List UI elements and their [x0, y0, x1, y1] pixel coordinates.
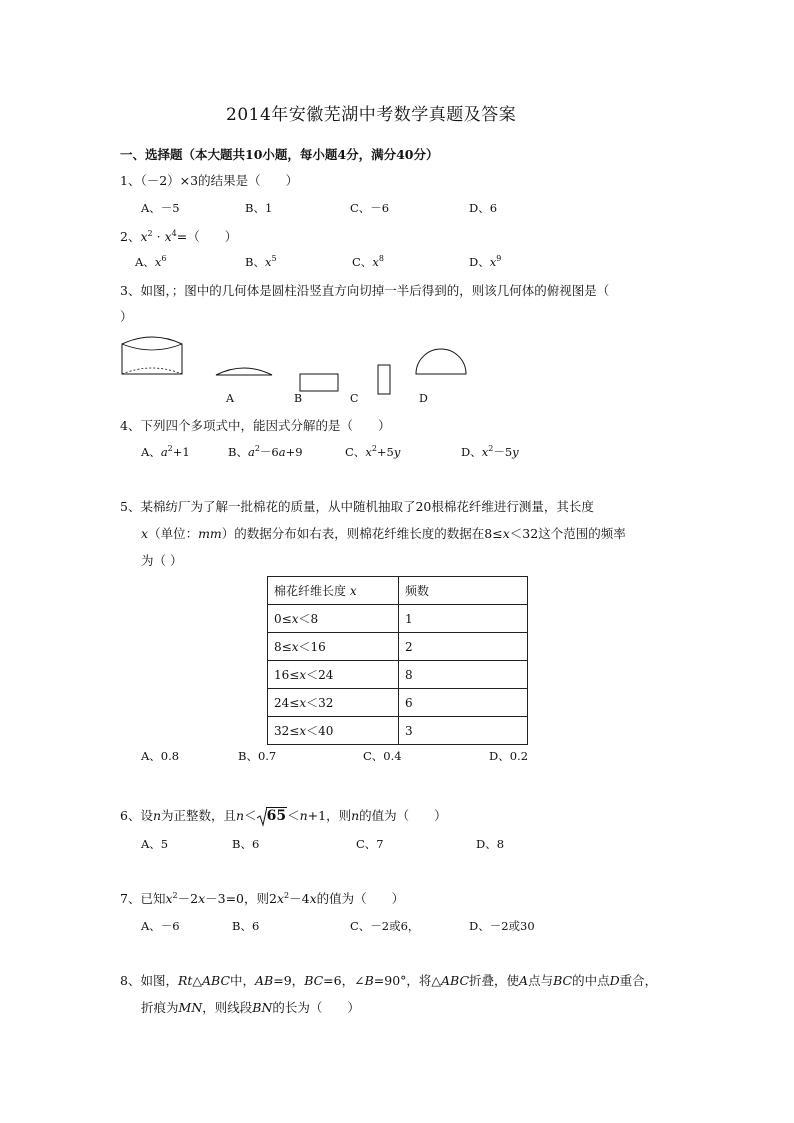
q4-option-b: B、$a^2-6a+9$	[228, 444, 303, 459]
view-option-d-figure	[414, 346, 468, 376]
question-6-stem: 6、设n为正整数，且n＜ 65＜n+1，则n的值为（ ）	[120, 808, 447, 824]
q6-option-b: B、6	[232, 837, 260, 851]
page-title: 2014年安徽芜湖中考数学真题及答案	[226, 105, 517, 125]
frequency-table	[267, 576, 528, 745]
q7-option-b: B、6	[232, 919, 260, 933]
table-header-length: 棉花纤维长度 x	[268, 577, 399, 605]
table-row	[268, 689, 528, 717]
q4-option-a: A、$a^2+1$	[141, 444, 190, 459]
q5-option-a: A、0.8	[141, 749, 180, 763]
view-option-a-figure	[214, 362, 276, 378]
q7-option-c: C、－2或6，	[350, 919, 420, 933]
view-label-a: A	[226, 392, 234, 405]
q4-option-c: C、$x^2+5y$	[345, 444, 401, 459]
q1-option-b: B、1	[245, 201, 273, 215]
q2-option-b: B、$x^5$	[245, 254, 277, 269]
table-cell-frequency: 1	[399, 605, 528, 633]
table-row	[268, 661, 528, 689]
q5-option-c: C、0.4	[363, 749, 402, 763]
table-cell-frequency: 6	[399, 689, 528, 717]
question-3-stem-cont: ）	[120, 309, 133, 324]
view-option-c-figure	[377, 364, 393, 396]
q6-option-d: D、8	[476, 837, 505, 851]
q7-option-a: A、－6	[141, 919, 180, 933]
question-5-stem-line2: x（单位：mm）的数据分布如右表，则棉花纤维长度的数据在8≤x＜32这个范围的频率	[141, 526, 626, 541]
table-cell-frequency: 8	[399, 661, 528, 689]
q5-option-d: D、0.2	[489, 749, 529, 763]
square-root-symbol: 65	[257, 808, 287, 824]
question-5-stem: 5、某棉纺厂为了解一批棉花的质量，从中随机抽取了20根棉花纤维进行测量，其长度	[120, 499, 594, 514]
half-cylinder-figure	[118, 332, 188, 380]
q4-option-d: D、$x^2-5y$	[461, 444, 519, 459]
question-3-stem: 3、如图，；图中的几何体是圆柱沿竖直方向切掉一半后得到的，则该几何体的俯视图是（	[120, 283, 610, 298]
table-row	[268, 605, 528, 633]
table-row	[268, 717, 528, 745]
view-label-c: C	[350, 392, 359, 405]
table-header-frequency: 频数	[399, 577, 528, 605]
q6-option-c: C、7	[356, 837, 384, 851]
question-4-stem: 4、下列四个多项式中，能因式分解的是（ ）	[120, 418, 391, 433]
q2-option-a: A、$x^6$	[135, 254, 167, 269]
view-option-b-figure	[299, 373, 341, 393]
table-cell-range: 24≤x＜32	[268, 689, 399, 717]
question-8-stem-line2: 折痕为MN，则线段BN的长为（ ）	[141, 1000, 360, 1015]
section-heading: 一、选择题（本大题共10小题，每小题4分，满分40分）	[120, 147, 439, 162]
table-cell-frequency: 3	[399, 717, 528, 745]
q7-option-d: D、－2或30	[469, 919, 535, 933]
q2-option-c: C、$x^8$	[352, 254, 384, 269]
table-cell-frequency: 2	[399, 633, 528, 661]
table-cell-range: 8≤x＜16	[268, 633, 399, 661]
q1-option-a: A、－5	[141, 201, 180, 215]
question-7-stem: 7、已知$x^2-2x-3=0$，则$2x^2-4x$的值为（ ）	[120, 890, 405, 906]
q1-option-d: D、6	[469, 201, 498, 215]
table-cell-range: 16≤x＜24	[268, 661, 399, 689]
q5-option-b: B、0.7	[238, 749, 277, 763]
table-cell-range: 0≤x＜8	[268, 605, 399, 633]
view-label-b: B	[294, 392, 303, 405]
table-cell-range: 32≤x＜40	[268, 717, 399, 745]
q2-option-d: D、$x^9$	[469, 254, 502, 269]
question-8-stem: 8、如图，Rt△ABC中，AB=9，BC=6，∠B=90°，将△ABC折叠，使A点与BC的中点D重合，	[120, 973, 658, 988]
view-label-d: D	[419, 392, 428, 405]
q1-option-c: C、－6	[350, 201, 390, 215]
table-header-row	[268, 577, 528, 605]
table-row	[268, 633, 528, 661]
q6-option-a: A、5	[141, 837, 169, 851]
question-1-stem: 1、（－2）×3的结果是（ ）	[120, 173, 299, 188]
question-2-stem: 2、$x^2 \cdot x^4=$（ ）	[120, 228, 238, 244]
question-5-stem-line3: 为（ ）	[141, 553, 183, 568]
